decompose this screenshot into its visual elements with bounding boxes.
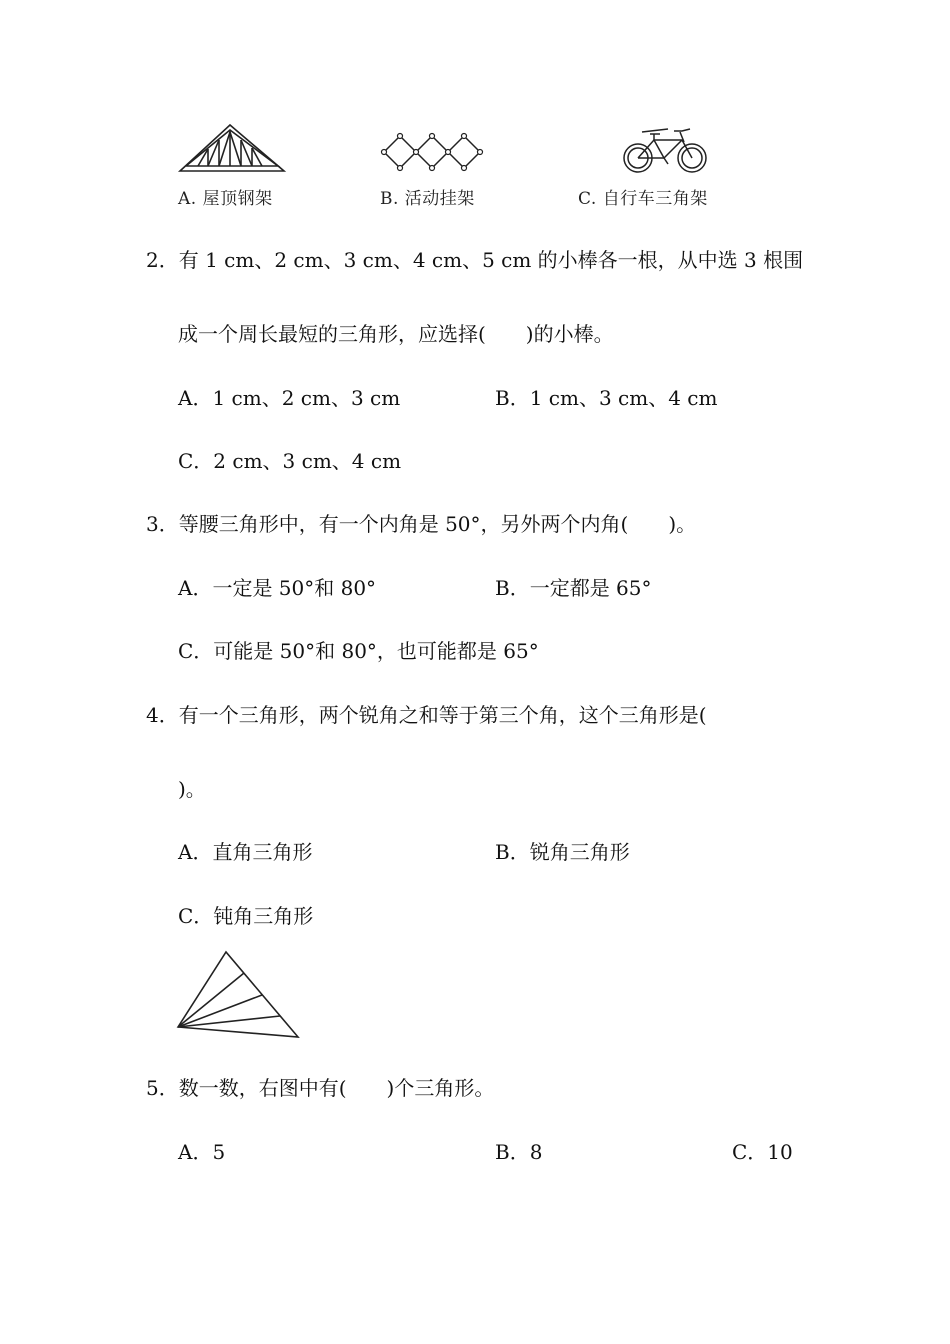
roof-truss-figure <box>178 122 288 174</box>
q4-option-b[interactable]: B．锐角三角形 <box>495 840 630 864</box>
bicycle-figure <box>620 126 710 176</box>
q5-option-b[interactable]: B．8 <box>495 1140 543 1164</box>
q3-option-a[interactable]: A．一定是 50°和 80° <box>178 576 377 600</box>
q4-option-a[interactable]: A．直角三角形 <box>178 840 313 864</box>
q5-option-a[interactable]: A．5 <box>178 1140 226 1164</box>
q3-option-c[interactable]: C．可能是 50°和 80°，也可能都是 65° <box>178 639 539 663</box>
triangle-count-figure <box>172 948 302 1040</box>
q5-stem: 5．数一数，右图中有( )个三角形。 <box>146 1076 495 1100</box>
q4-stem-line2: )。 <box>178 777 206 801</box>
q3-option-b[interactable]: B．一定都是 65° <box>495 576 652 600</box>
q2-stem-line1: 2．有 1 cm、2 cm、3 cm、4 cm、5 cm 的小棒各一根，从中选 3 根围 <box>146 248 804 272</box>
q2-option-b[interactable]: B．1 cm、3 cm、4 cm <box>495 386 718 410</box>
q2-option-a[interactable]: A．1 cm、2 cm、3 cm <box>178 386 401 410</box>
q5-option-c[interactable]: C．10 <box>732 1140 793 1164</box>
figure-c-caption: C. 自行车三角架 <box>578 189 708 209</box>
q2-stem-line2: 成一个周长最短的三角形，应选择( )的小棒。 <box>178 322 614 346</box>
q4-option-c[interactable]: C．钝角三角形 <box>178 904 314 928</box>
folding-rack-figure <box>380 132 490 176</box>
q4-stem-line1: 4．有一个三角形，两个锐角之和等于第三个角，这个三角形是( <box>146 703 707 727</box>
q2-option-c[interactable]: C．2 cm、3 cm、4 cm <box>178 449 402 473</box>
figure-a-caption: A. 屋顶钢架 <box>178 189 273 209</box>
q3-stem: 3．等腰三角形中，有一个内角是 50°，另外两个内角( )。 <box>146 512 697 536</box>
figure-b-caption: B. 活动挂架 <box>380 189 475 209</box>
